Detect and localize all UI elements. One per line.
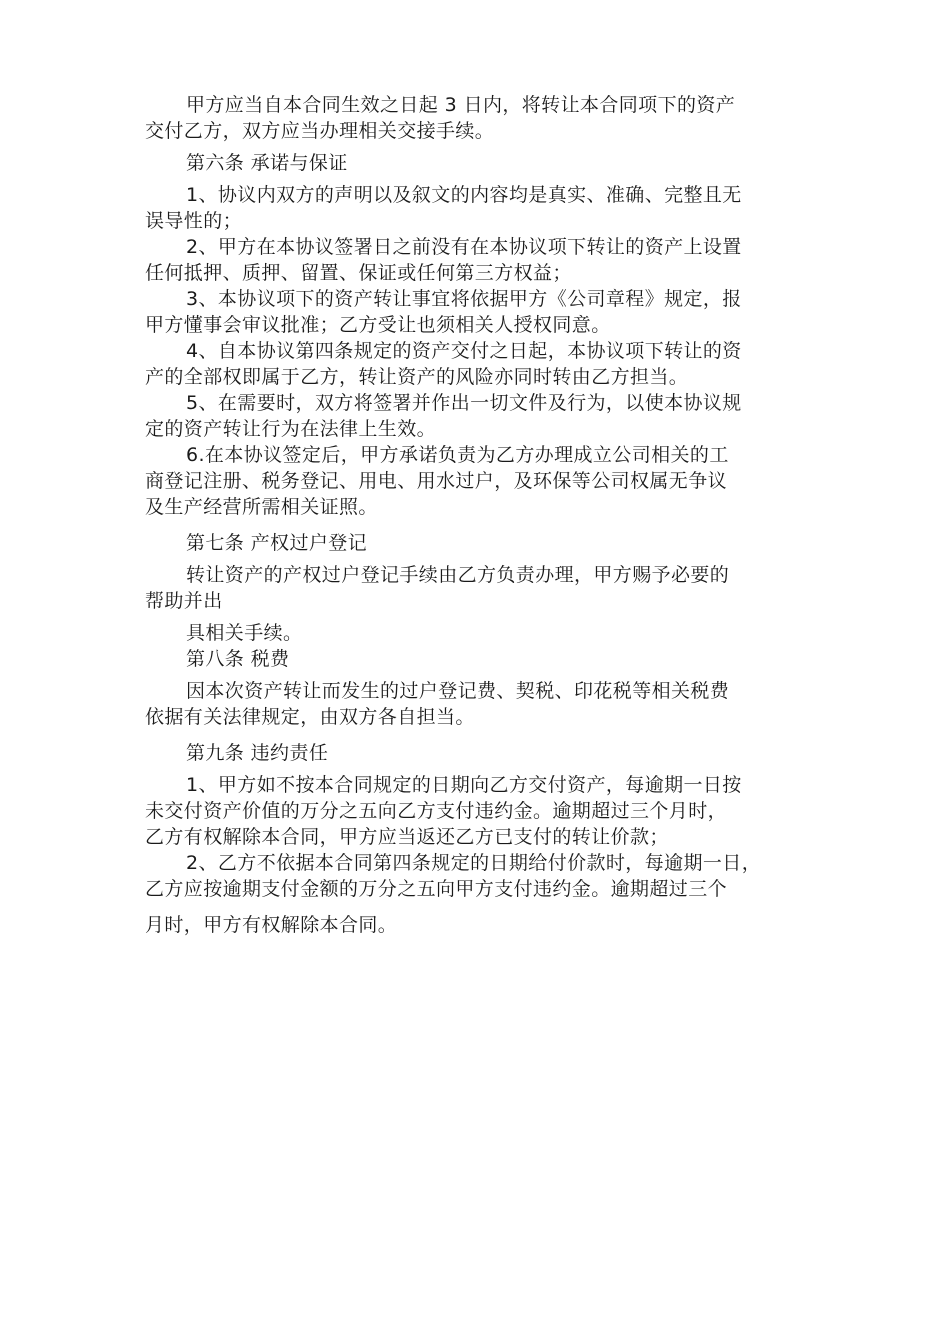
paragraph-line: 1、甲方如不按本合同规定的日期向乙方交付资产，每逾期一日按 [186,774,742,796]
paragraph-line: 误导性的； [145,210,243,232]
paragraph-line: 月时，甲方有权解除本合同。 [145,914,398,936]
paragraph-line: 乙方应按逾期支付金额的万分之五向甲方支付违约金。逾期超过三个 [145,878,728,900]
paragraph-line: 2、甲方在本协议签署日之前没有在本协议项下转让的资产上设置 [186,236,742,258]
paragraph-line: 依据有关法律规定，由双方各自担当。 [145,706,475,728]
paragraph-line: 甲方应当自本合同生效之日起 3 日内，将转让本合同项下的资产 [186,94,736,116]
section-heading-article-6: 第六条 承诺与保证 [186,152,348,174]
paragraph-line: 2、乙方不依据本合同第四条规定的日期给付价款时，每逾期一日， [186,852,762,874]
paragraph-line: 帮助并出 [145,590,223,612]
paragraph-line: 转让资产的产权过户登记手续由乙方负责办理，甲方赐予必要的 [186,564,730,586]
paragraph-line: 定的资产转让行为在法律上生效。 [145,418,437,440]
paragraph-line: 未交付资产价值的万分之五向乙方支付违约金。逾期超过三个月时， [145,800,728,822]
paragraph-line: 乙方有权解除本合同，甲方应当返还乙方已支付的转让价款； [145,826,669,848]
paragraph-line: 1、协议内双方的声明以及叙文的内容均是真实、准确、完整且无 [186,184,742,206]
paragraph-line: 6.在本协议签定后，甲方承诺负责为乙方办理成立公司相关的工 [186,444,729,466]
paragraph-line: 交付乙方，双方应当办理相关交接手续。 [145,120,495,142]
paragraph-line: 产的全部权即属于乙方，转让资产的风险亦同时转由乙方担当。 [145,366,689,388]
section-heading-article-9: 第九条 违约责任 [186,742,329,764]
section-heading-article-7: 第七条 产权过户登记 [186,532,368,554]
paragraph-line: 任何抵押、质押、留置、保证或任何第三方权益； [145,262,572,284]
paragraph-line: 3、本协议项下的资产转让事宜将依据甲方《公司章程》规定，报 [186,288,742,310]
paragraph-line: 4、自本协议第四条规定的资产交付之日起，本协议项下转让的资 [186,340,742,362]
contract-text [145,92,810,938]
paragraph-line: 具相关手续。 [186,622,303,644]
paragraph-line: 商登记注册、税务登记、用电、用水过户，及环保等公司权属无争议 [145,470,728,492]
paragraph-line: 5、在需要时，双方将签署并作出一切文件及行为，以使本协议规 [186,392,742,414]
paragraph-line: 因本次资产转让而发生的过户登记费、契税、印花税等相关税费 [186,680,730,702]
section-heading-article-8: 第八条 税费 [186,648,290,670]
paragraph-line: 及生产经营所需相关证照。 [145,496,378,518]
paragraph-line: 甲方懂事会审议批准；乙方受让也须相关人授权同意。 [145,314,611,336]
